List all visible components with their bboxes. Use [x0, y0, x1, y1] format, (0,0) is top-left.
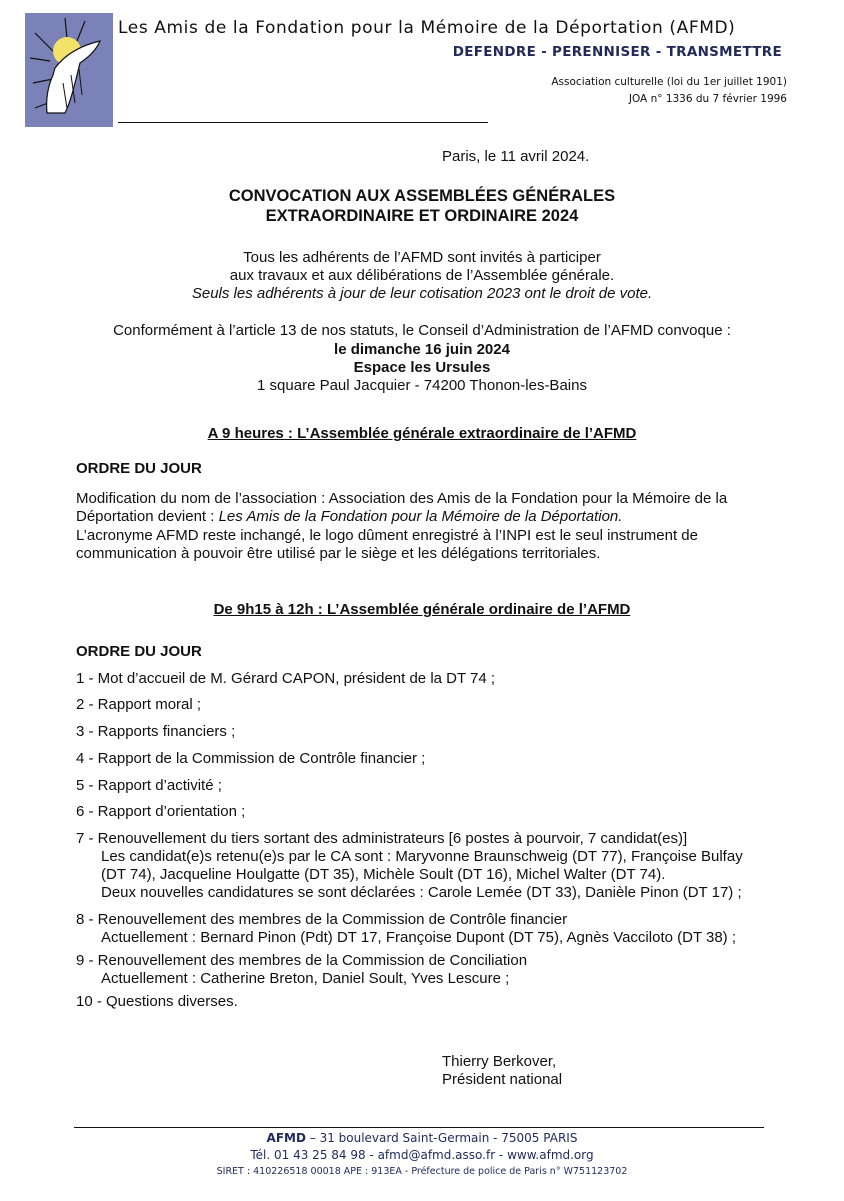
- agenda-item: 8 - Renouvellement des membres de la Commission de Contrôle financier: [76, 911, 568, 928]
- agenda-item: 3 - Rapports financiers ;: [76, 723, 236, 740]
- afmd-logo: [25, 13, 113, 127]
- agenda-item: 10 - Questions diverses.: [76, 993, 238, 1010]
- agenda-item-detail: Les candidat(e)s retenu(e)s par le CA sont : Maryvonne Braunschweig (DT 77), Françoise Bulfay: [101, 848, 743, 865]
- agenda-item-detail: (DT 74), Jacqueline Houlgatte (DT 35), Michèle Soult (DT 16), Michel Walter (DT 74).: [101, 866, 666, 883]
- agenda-item-detail: Actuellement : Catherine Breton, Daniel Soult, Yves Lescure ;: [101, 970, 510, 987]
- ago-agenda-label: ORDRE DU JOUR: [76, 643, 202, 660]
- agenda-item: 5 - Rapport d’activité ;: [76, 777, 222, 794]
- footer-rule: [74, 1127, 764, 1128]
- title-line-1: CONVOCATION AUX ASSEMBLÉES GÉNÉRALES: [228, 187, 616, 205]
- footer-org: AFMD: [266, 1131, 306, 1145]
- meeting-place: Espace les Ursules: [353, 359, 491, 376]
- convocation-text: Conformément à l’article 13 de nos statuts, le Conseil d’Administration de l’AFMD convoque :: [113, 322, 731, 339]
- age-text-line: Modification du nom de l’association : Association des Amis de la Fondation pour la Mémoire de la: [76, 490, 728, 507]
- agenda-item: 2 - Rapport moral ;: [76, 696, 202, 713]
- age-agenda-label: ORDRE DU JOUR: [76, 460, 202, 477]
- agenda-item: 1 - Mot d’accueil de M. Gérard CAPON, président de la DT 74 ;: [76, 670, 496, 687]
- agenda-item: 7 - Renouvellement du tiers sortant des administrateurs [6 postes à pourvoir, 7 candidat(es)]: [76, 830, 688, 847]
- agenda-item-detail: Deux nouvelles candidatures se sont déclarées : Carole Lemée (DT 33), Danièle Pinon (DT 17) ;: [101, 884, 742, 901]
- age-heading: A 9 heures : L’Assemblée générale extraordinaire de l’AFMD: [207, 425, 637, 442]
- age-text: Déportation devient :: [76, 508, 219, 525]
- age-text-line: [76, 508, 622, 526]
- intro-line: aux travaux et aux délibérations de l’Assemblée générale.: [229, 267, 615, 284]
- agenda-item: 6 - Rapport d’orientation ;: [76, 803, 246, 820]
- footer-address: [0, 1129, 844, 1147]
- signatory-role: Président national: [442, 1071, 563, 1088]
- meeting-date: le dimanche 16 juin 2024: [334, 341, 510, 358]
- agenda-item: 4 - Rapport de la Commission de Contrôle financier ;: [76, 750, 426, 767]
- meeting-address: 1 square Paul Jacquier - 74200 Thonon-les-Bains: [257, 377, 587, 394]
- org-title: Les Amis de la Fondation pour la Mémoire de la Déportation (AFMD): [118, 18, 736, 38]
- letter-date: Paris, le 11 avril 2024.: [442, 148, 590, 165]
- footer-legal: SIRET : 410226518 00018 APE : 913EA - Préfecture de police de Paris n° W751123702: [216, 1166, 628, 1177]
- legal-status: Association culturelle (loi du 1er juillet 1901): [551, 76, 787, 88]
- agenda-item-detail: Actuellement : Bernard Pinon (Pdt) DT 17, Françoise Dupont (DT 75), Agnès Vacciloto (DT 38) ;: [101, 929, 737, 946]
- new-name: Les Amis de la Fondation pour la Mémoire de la Déportation.: [218, 508, 623, 525]
- footer-contact: Tél. 01 43 25 84 98 - afmd@afmd.asso.fr - www.afmd.org: [250, 1148, 594, 1162]
- signatory-name: Thierry Berkover,: [442, 1053, 557, 1070]
- intro-line: Tous les adhérents de l’AFMD sont invités à participer: [243, 249, 601, 266]
- ago-heading: De 9h15 à 12h : L’Assemblée générale ordinaire de l’AFMD: [213, 601, 631, 618]
- age-text-line: L’acronyme AFMD reste inchangé, le logo dûment enregistré à l’INPI est le seul instrument de: [76, 527, 698, 544]
- footer-address-text: – 31 boulevard Saint-Germain - 75005 PARIS: [305, 1131, 578, 1145]
- title-line-2: EXTRAORDINAIRE ET ORDINAIRE 2024: [265, 207, 579, 225]
- joa-reference: JOA n° 1336 du 7 février 1996: [628, 93, 787, 105]
- org-motto: DEFENDRE - PERENNISER - TRANSMETTRE: [452, 44, 782, 60]
- intro-voting-note: Seuls les adhérents à jour de leur cotisation 2023 ont le droit de vote.: [191, 285, 653, 302]
- age-text-line: communication à pouvoir être utilisé par le siège et les délégations territoriales.: [76, 545, 601, 562]
- agenda-item: 9 - Renouvellement des membres de la Commission de Conciliation: [76, 952, 528, 969]
- header-rule: [118, 122, 488, 123]
